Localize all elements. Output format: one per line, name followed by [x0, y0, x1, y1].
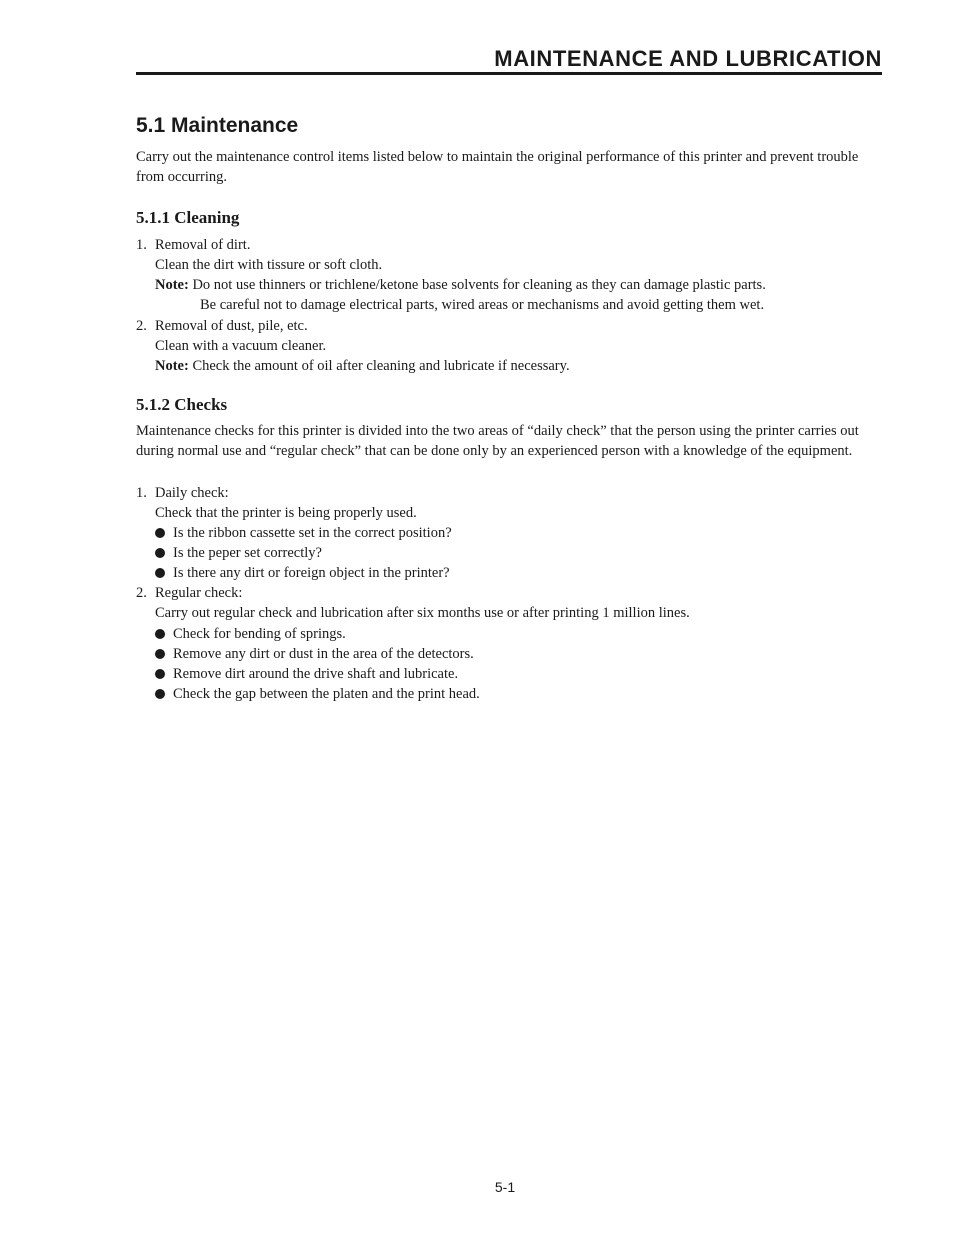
note-label: Note: [155, 277, 189, 293]
regular-check-number: 2. [136, 585, 147, 601]
cleaning-item-1-label: Removal of dirt. [155, 237, 251, 253]
cleaning-item-1-note-continuation: Be careful not to damage electrical parts, wired areas or mechanisms and avoid getting them wet. [200, 297, 765, 313]
cleaning-item-2-note [155, 356, 570, 376]
cleaning-item-2-number: 2. [136, 318, 147, 334]
note-text: Check the amount of oil after cleaning and lubricate if necessary. [192, 358, 570, 374]
section-title: 5.1 Maintenance [136, 114, 299, 137]
daily-check-label: Daily check: [155, 485, 229, 501]
bullet-icon [155, 649, 165, 659]
daily-check-instruction: Check that the printer is being properly used. [155, 505, 417, 521]
cleaning-title: 5.1.1 Cleaning [136, 208, 240, 227]
cleaning-item-1-instruction: Clean the dirt with tissure or soft cloth. [155, 257, 383, 273]
bullet-icon [155, 689, 165, 699]
bullet-icon [155, 568, 165, 578]
daily-check-number: 1. [136, 485, 147, 501]
checks-title: 5.1.2 Checks [136, 395, 228, 414]
bullet-icon [155, 669, 165, 679]
section-intro: Carry out the maintenance control items listed below to maintain the original performance of this printer and prevent trouble from occurring. [136, 149, 859, 186]
list-item: Is there any dirt or foreign object in the printer? [173, 565, 450, 581]
regular-check-instruction: Carry out regular check and lubrication after six months use or after printing 1 million lines. [155, 605, 690, 621]
cleaning-item-1-number: 1. [136, 237, 147, 253]
list-item: Check for bending of springs. [173, 626, 346, 642]
bullet-icon [155, 528, 165, 538]
list-item: Is the ribbon cassette set in the correct position? [173, 525, 452, 541]
cleaning-item-1-note [155, 275, 766, 295]
note-text: Do not use thinners or trichlene/ketone base solvents for cleaning as they can damage plastic parts. [192, 277, 766, 293]
cleaning-item-2-instruction: Clean with a vacuum cleaner. [155, 338, 327, 354]
list-item: Remove any dirt or dust in the area of the detectors. [173, 646, 474, 662]
checks-intro: Maintenance checks for this printer is divided into the two areas of “daily check” that the person using the printer carries out during normal use and “regular check” that can be done only by an experienced person with a knowledge of the equipment. [136, 423, 859, 460]
chapter-header: MAINTENANCE AND LUBRICATION [494, 46, 882, 71]
bullet-icon [155, 629, 165, 639]
cleaning-item-2-label: Removal of dust, pile, etc. [155, 318, 308, 334]
header-rule [136, 72, 882, 75]
regular-check-label: Regular check: [155, 585, 243, 601]
list-item: Remove dirt around the drive shaft and lubricate. [173, 666, 459, 682]
list-item: Check the gap between the platen and the print head. [173, 686, 480, 702]
note-label: Note: [155, 358, 189, 374]
bullet-icon [155, 548, 165, 558]
list-item: Is the peper set correctly? [173, 545, 322, 561]
page-number: 5-1 [494, 1179, 516, 1195]
